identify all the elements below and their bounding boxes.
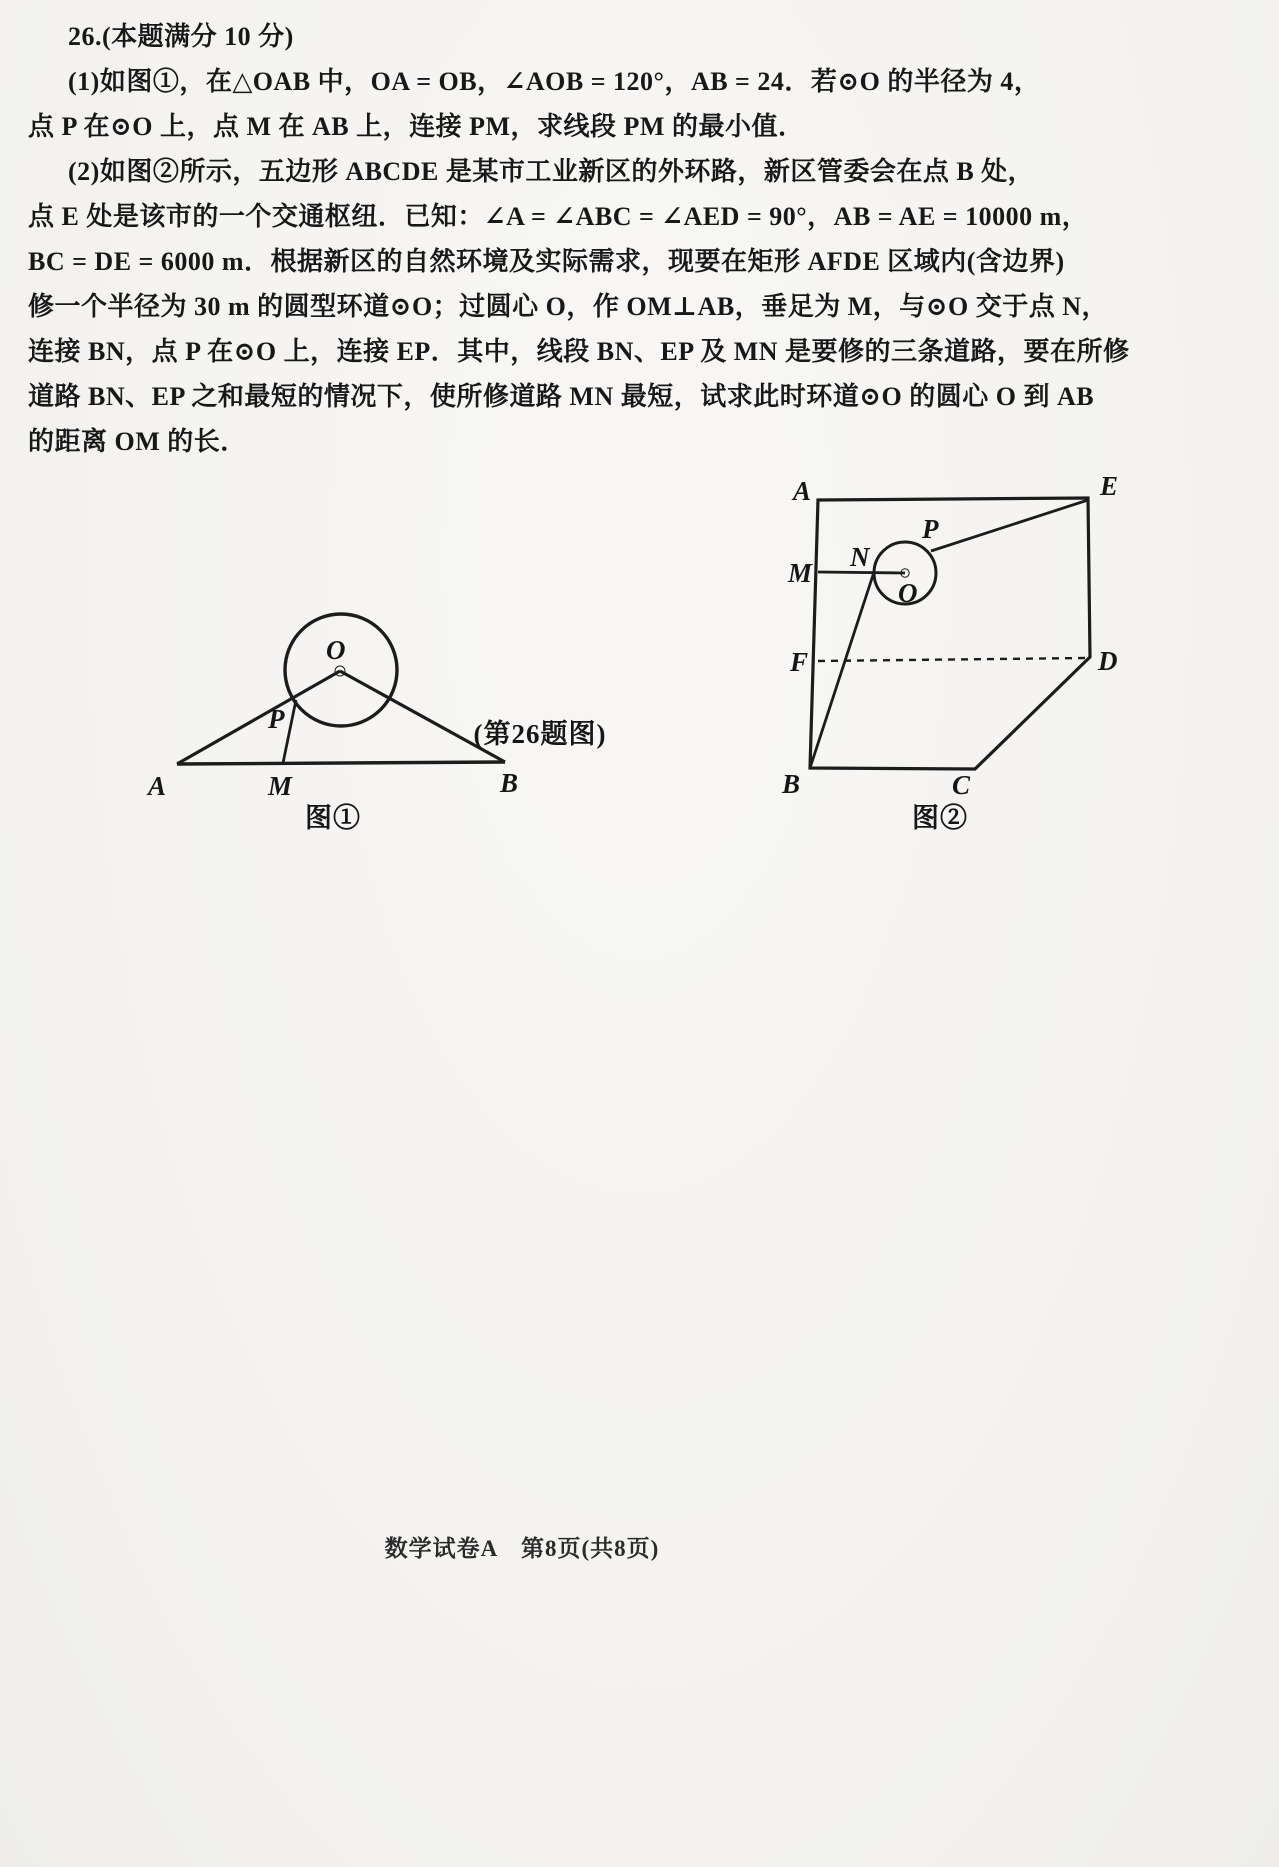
fig2-label-N: N <box>850 542 870 572</box>
fig2-label-B: B <box>782 769 801 799</box>
problem-line-10: 的距离 OM 的长． <box>28 427 247 456</box>
fig1-label-M: M <box>268 771 293 801</box>
problem-line-3: 点 P 在⊙O 上，点 M 在 AB 上，连接 PM，求线段 PM 的最小值． <box>28 112 805 141</box>
page-footer: 数学试卷A 第8页(共8页) <box>384 1536 660 1561</box>
fig2-label-F: F <box>790 647 809 677</box>
fig1-label-A: A <box>148 771 167 801</box>
fig2-label-E: E <box>1100 471 1119 501</box>
fig2-line-MO <box>818 572 905 573</box>
problem-line-4: (2)如图②所示，五边形 ABCDE 是某市工业新区的外环路，新区管委会在点 B 处， <box>68 157 1035 186</box>
fig1-line-OA <box>177 671 340 764</box>
problem-line-9: 道路 BN、EP 之和最短的情况下，使所修道路 MN 最短，试求此时环道⊙O 的圆心 O 到 AB <box>28 382 1095 411</box>
fig1-label-B: B <box>500 768 519 798</box>
fig2-line-BN <box>810 572 874 768</box>
problem-line-7: 修一个半径为 30 m 的圆型环道⊙O；过圆心 O，作 OM⊥AB，垂足为 M，与⊙O 交于点 N， <box>28 292 1109 321</box>
fig2-label-D: D <box>1098 646 1118 676</box>
fig1-line-AB <box>177 762 505 764</box>
figure-1-caption: 图① <box>305 803 361 833</box>
fig2-label-C: C <box>952 770 971 800</box>
fig2-line-FD-dashed <box>818 658 1086 661</box>
figure-2-diagram <box>770 425 1140 820</box>
problem-line-5: 点 E 处是该市的一个交通枢纽．已知：∠A = ∠ABC = ∠AED = 90°，AB = AE = 10000 m， <box>28 202 1089 231</box>
fig2-line-EP <box>931 500 1088 551</box>
problem-line-6: BC = DE = 6000 m．根据新区的自然环境及实际需求，现要在矩形 AFDE 区域内(含边界) <box>28 247 1065 276</box>
fig1-label-O: O <box>326 635 346 665</box>
fig1-label-P: P <box>268 704 285 734</box>
figure-group-caption: (第26题图) <box>473 719 607 749</box>
figure-2-caption: 图② <box>912 803 968 833</box>
problem-line-2: (1)如图①，在△OAB 中，OA = OB，∠AOB = 120°，AB = 24．若⊙O 的半径为 4， <box>68 67 1041 96</box>
fig2-label-M: M <box>788 558 813 588</box>
fig2-label-O: O <box>898 578 918 608</box>
problem-text <box>28 14 1130 464</box>
fig2-pentagon-ABCDE <box>810 498 1090 769</box>
fig2-label-A: A <box>793 476 812 506</box>
problem-line-1: 26.(本题满分 10 分) <box>68 22 294 51</box>
fig1-line-PM <box>283 700 296 763</box>
problem-line-8: 连接 BN，点 P 在⊙O 上，连接 EP．其中，线段 BN、EP 及 MN 是要修的三条道路，要在所修 <box>28 337 1130 366</box>
fig2-label-P: P <box>922 514 939 544</box>
